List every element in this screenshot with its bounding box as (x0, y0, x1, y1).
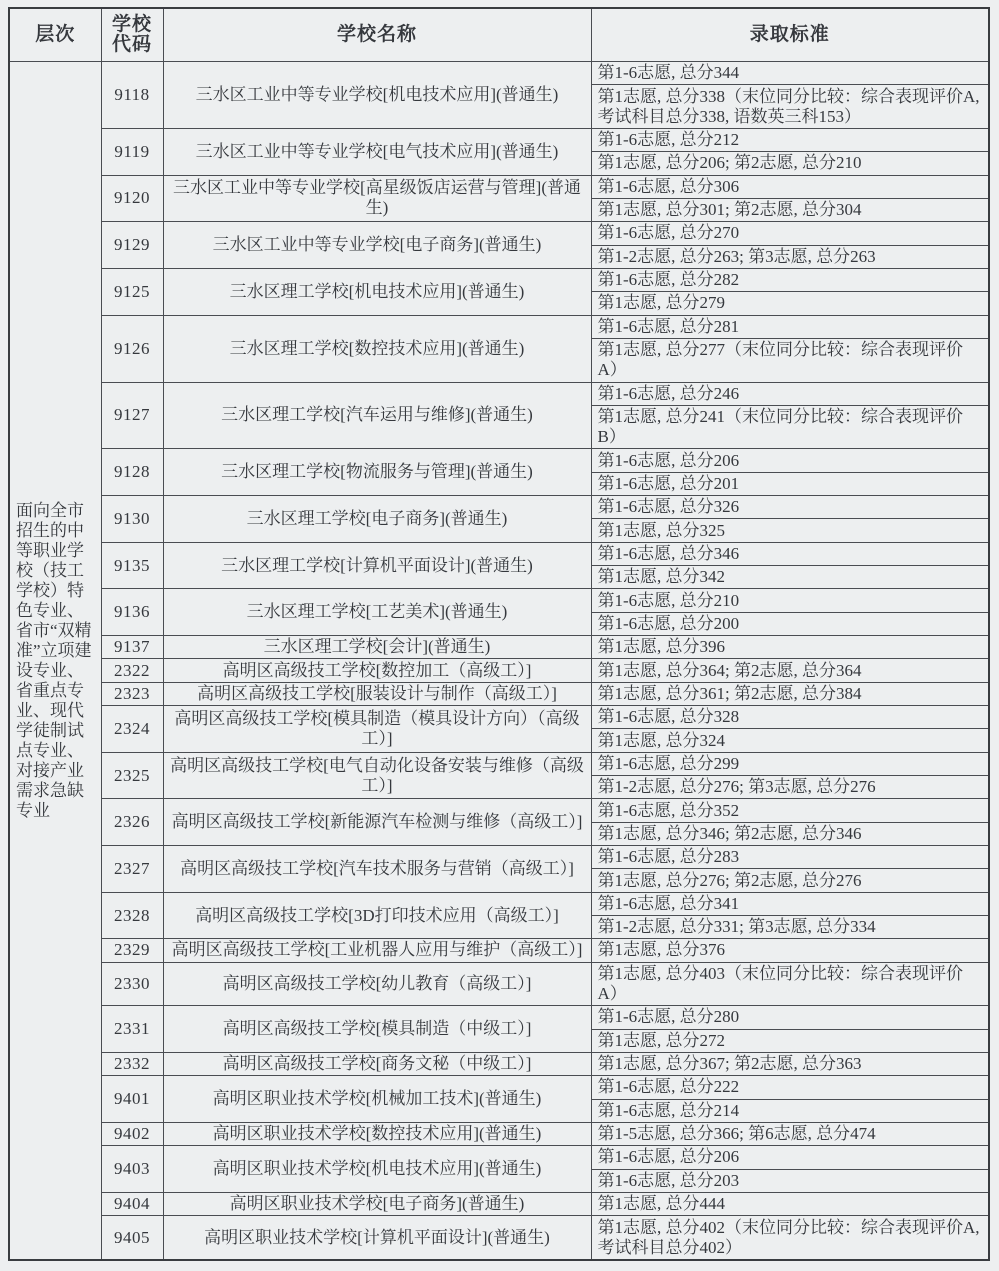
criteria-cell: 第1-6志愿, 总分326 (591, 496, 989, 519)
table-row (9, 62, 989, 85)
school-code-cell: 9136 (101, 589, 163, 636)
criteria-cell: 第1-6志愿, 总分346 (591, 542, 989, 565)
school-code-cell: 2332 (101, 1052, 163, 1075)
table-row (9, 589, 989, 612)
school-name-cell: 三水区工业中等专业学校[高星级饭店运营与管理](普通生) (163, 175, 591, 222)
criteria-cell: 第1-6志愿, 总分222 (591, 1076, 989, 1099)
school-name-cell: 三水区理工学校[物流服务与管理](普通生) (163, 449, 591, 496)
criteria-cell: 第1-6志愿, 总分206 (591, 1146, 989, 1169)
school-code-cell: 2330 (101, 962, 163, 1006)
table-row (9, 962, 989, 1006)
table-row (9, 1216, 989, 1260)
school-name-cell: 高明区职业技术学校[数控技术应用](普通生) (163, 1122, 591, 1145)
criteria-cell: 第1-6志愿, 总分200 (591, 612, 989, 635)
school-code-cell: 2326 (101, 799, 163, 846)
school-name-cell: 高明区高级技工学校[服装设计与制作（高级工）] (163, 682, 591, 705)
school-code-cell: 9402 (101, 1122, 163, 1145)
criteria-cell: 第1-6志愿, 总分210 (591, 589, 989, 612)
school-name-cell: 高明区职业技术学校[电子商务](普通生) (163, 1192, 591, 1215)
school-code-cell: 2325 (101, 752, 163, 799)
criteria-cell: 第1-6志愿, 总分214 (591, 1099, 989, 1122)
criteria-cell: 第1志愿, 总分364; 第2志愿, 总分364 (591, 659, 989, 682)
table-row (9, 222, 989, 245)
school-code-cell: 2322 (101, 659, 163, 682)
col-header-name: 学校名称 (163, 8, 591, 62)
criteria-cell: 第1-6志愿, 总分282 (591, 268, 989, 291)
school-code-cell: 9120 (101, 175, 163, 222)
school-name-cell: 三水区理工学校[计算机平面设计](普通生) (163, 542, 591, 589)
school-code-cell: 2331 (101, 1006, 163, 1053)
school-name-cell: 高明区职业技术学校[机电技术应用](普通生) (163, 1146, 591, 1193)
school-name-cell: 三水区理工学校[工艺美术](普通生) (163, 589, 591, 636)
table-row (9, 892, 989, 915)
table-row (9, 449, 989, 472)
school-name-cell: 高明区高级技工学校[数控加工（高级工）] (163, 659, 591, 682)
criteria-cell: 第1-6志愿, 总分203 (591, 1169, 989, 1192)
table-row (9, 1192, 989, 1215)
table-row (9, 939, 989, 962)
table-row (9, 659, 989, 682)
criteria-cell: 第1-6志愿, 总分212 (591, 128, 989, 151)
school-name-cell: 高明区高级技工学校[模具制造（模具设计方向）（高级工）] (163, 706, 591, 753)
criteria-cell: 第1-6志愿, 总分341 (591, 892, 989, 915)
criteria-cell: 第1-6志愿, 总分306 (591, 175, 989, 198)
school-code-cell: 9404 (101, 1192, 163, 1215)
criteria-cell: 第1志愿, 总分338（末位同分比较：综合表现评价A, 考试科目总分338, 语数英三科153） (591, 85, 989, 129)
school-code-cell: 9403 (101, 1146, 163, 1193)
school-name-cell: 三水区理工学校[数控技术应用](普通生) (163, 315, 591, 382)
school-code-cell: 9130 (101, 496, 163, 543)
col-header-code: 学校代码 (101, 8, 163, 62)
criteria-cell: 第1志愿, 总分279 (591, 292, 989, 315)
criteria-cell: 第1-6志愿, 总分206 (591, 449, 989, 472)
header-row (9, 8, 989, 62)
table-row (9, 1122, 989, 1145)
table-row (9, 752, 989, 775)
criteria-cell: 第1志愿, 总分241（末位同分比较：综合表现评价B） (591, 405, 989, 449)
school-name-cell: 三水区工业中等专业学校[电子商务](普通生) (163, 222, 591, 269)
school-name-cell: 高明区高级技工学校[工业机器人应用与维护（高级工）] (163, 939, 591, 962)
school-code-cell: 2324 (101, 706, 163, 753)
table-row (9, 382, 989, 405)
table-row (9, 1052, 989, 1075)
table-row (9, 496, 989, 519)
criteria-cell: 第1志愿, 总分396 (591, 636, 989, 659)
criteria-cell: 第1-2志愿, 总分331; 第3志愿, 总分334 (591, 916, 989, 939)
table-row (9, 315, 989, 338)
school-name-cell: 高明区高级技工学校[新能源汽车检测与维修（高级工）] (163, 799, 591, 846)
table-row (9, 542, 989, 565)
school-code-cell: 2323 (101, 682, 163, 705)
criteria-cell: 第1志愿, 总分444 (591, 1192, 989, 1215)
criteria-cell: 第1-6志愿, 总分283 (591, 846, 989, 869)
school-code-cell: 9128 (101, 449, 163, 496)
school-name-cell: 高明区高级技工学校[3D打印技术应用（高级工）] (163, 892, 591, 939)
table-row (9, 636, 989, 659)
criteria-cell: 第1-6志愿, 总分201 (591, 472, 989, 495)
school-name-cell: 高明区高级技工学校[模具制造（中级工）] (163, 1006, 591, 1053)
school-name-cell: 三水区工业中等专业学校[电气技术应用](普通生) (163, 128, 591, 175)
criteria-cell: 第1-5志愿, 总分366; 第6志愿, 总分474 (591, 1122, 989, 1145)
school-code-cell: 9118 (101, 62, 163, 129)
criteria-cell: 第1-6志愿, 总分246 (591, 382, 989, 405)
school-code-cell: 2328 (101, 892, 163, 939)
criteria-cell: 第1-2志愿, 总分276; 第3志愿, 总分276 (591, 776, 989, 799)
school-code-cell: 2327 (101, 846, 163, 893)
criteria-cell: 第1志愿, 总分301; 第2志愿, 总分304 (591, 198, 989, 221)
criteria-cell: 第1-6志愿, 总分344 (591, 62, 989, 85)
col-header-criteria: 录取标准 (591, 8, 989, 62)
criteria-cell: 第1志愿, 总分402（末位同分比较：综合表现评价A, 考试科目总分402） (591, 1216, 989, 1260)
school-name-cell: 三水区理工学校[机电技术应用](普通生) (163, 268, 591, 315)
criteria-cell: 第1-6志愿, 总分352 (591, 799, 989, 822)
criteria-cell: 第1志愿, 总分272 (591, 1029, 989, 1052)
table-row (9, 268, 989, 291)
col-header-level: 层次 (9, 8, 101, 62)
table-row (9, 175, 989, 198)
school-code-cell: 9125 (101, 268, 163, 315)
school-code-cell: 9119 (101, 128, 163, 175)
school-name-cell: 高明区高级技工学校[电气自动化设备安装与维修（高级工）] (163, 752, 591, 799)
school-name-cell: 三水区理工学校[电子商务](普通生) (163, 496, 591, 543)
table-row (9, 799, 989, 822)
criteria-cell: 第1-6志愿, 总分280 (591, 1006, 989, 1029)
criteria-cell: 第1志愿, 总分324 (591, 729, 989, 752)
school-code-cell: 9129 (101, 222, 163, 269)
table-row (9, 706, 989, 729)
criteria-cell: 第1-6志愿, 总分281 (591, 315, 989, 338)
criteria-cell: 第1志愿, 总分403（末位同分比较：综合表现评价A） (591, 962, 989, 1006)
school-code-cell: 9405 (101, 1216, 163, 1260)
school-code-cell: 9127 (101, 382, 163, 449)
school-name-cell: 高明区高级技工学校[商务文秘（中级工）] (163, 1052, 591, 1075)
admission-table (8, 7, 990, 1261)
school-name-cell: 高明区高级技工学校[汽车技术服务与营销（高级工）] (163, 846, 591, 893)
school-code-cell: 9135 (101, 542, 163, 589)
criteria-cell: 第1志愿, 总分206; 第2志愿, 总分210 (591, 152, 989, 175)
criteria-cell: 第1志愿, 总分361; 第2志愿, 总分384 (591, 682, 989, 705)
school-name-cell: 三水区理工学校[会计](普通生) (163, 636, 591, 659)
school-code-cell: 9126 (101, 315, 163, 382)
school-name-cell: 高明区高级技工学校[幼儿教育（高级工）] (163, 962, 591, 1006)
criteria-cell: 第1志愿, 总分276; 第2志愿, 总分276 (591, 869, 989, 892)
school-code-cell: 9137 (101, 636, 163, 659)
criteria-cell: 第1-6志愿, 总分270 (591, 222, 989, 245)
criteria-cell: 第1志愿, 总分277（末位同分比较：综合表现评价A） (591, 338, 989, 382)
criteria-cell: 第1-2志愿, 总分263; 第3志愿, 总分263 (591, 245, 989, 268)
criteria-cell: 第1-6志愿, 总分328 (591, 706, 989, 729)
criteria-cell: 第1志愿, 总分325 (591, 519, 989, 542)
level-cell: 面向全市招生的中等职业学校（技工学校）特色专业、省市“双精准”立项建设专业、省重点专业、现代学徒制试点专业、对接产业需求急缺专业 (9, 62, 101, 1261)
table-row (9, 1146, 989, 1169)
school-name-cell: 高明区职业技术学校[计算机平面设计](普通生) (163, 1216, 591, 1260)
table-row (9, 1076, 989, 1099)
criteria-cell: 第1志愿, 总分346; 第2志愿, 总分346 (591, 822, 989, 845)
school-name-cell: 三水区工业中等专业学校[机电技术应用](普通生) (163, 62, 591, 129)
criteria-cell: 第1志愿, 总分367; 第2志愿, 总分363 (591, 1052, 989, 1075)
school-code-cell: 9401 (101, 1076, 163, 1123)
table-row (9, 846, 989, 869)
school-name-cell: 三水区理工学校[汽车运用与维修](普通生) (163, 382, 591, 449)
school-name-cell: 高明区职业技术学校[机械加工技术](普通生) (163, 1076, 591, 1123)
criteria-cell: 第1志愿, 总分376 (591, 939, 989, 962)
table-row (9, 128, 989, 151)
criteria-cell: 第1-6志愿, 总分299 (591, 752, 989, 775)
criteria-cell: 第1志愿, 总分342 (591, 566, 989, 589)
school-code-cell: 2329 (101, 939, 163, 962)
table-row (9, 1006, 989, 1029)
table-body (9, 62, 989, 1261)
table-row (9, 682, 989, 705)
